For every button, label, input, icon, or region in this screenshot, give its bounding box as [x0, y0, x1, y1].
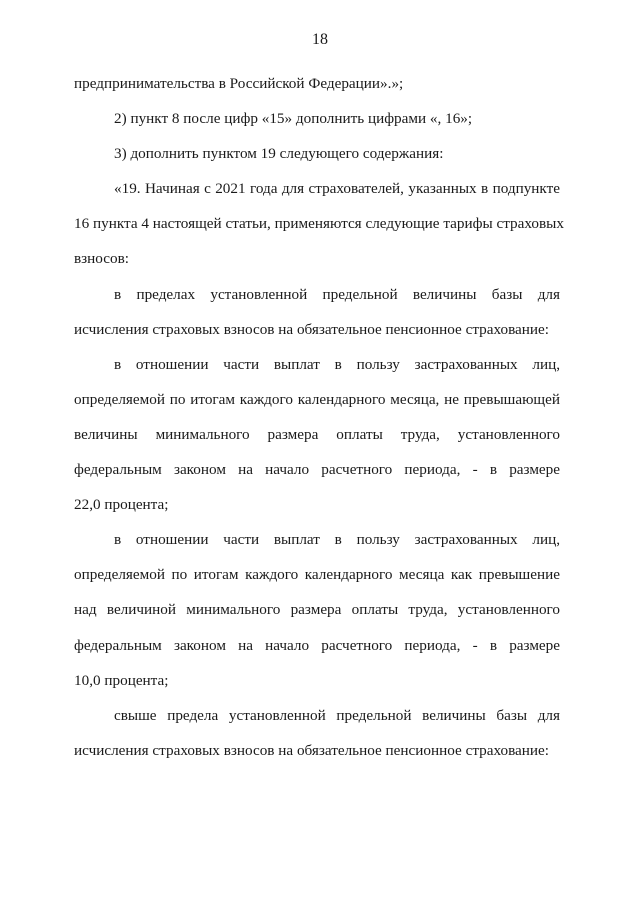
- paragraph-line: федеральным законом на начало расчетного периода, - в размере: [74, 461, 560, 479]
- paragraph-line: 16 пункта 4 настоящей статьи, применяются следующие тарифы страховых: [74, 215, 564, 233]
- paragraph: [74, 66, 560, 101]
- paragraph-line: определяемой по итогам каждого календарного месяца, не превышающей: [74, 390, 560, 408]
- paragraph-line: свыше предела установленной предельной величины базы для: [114, 706, 560, 724]
- paragraph-line: федеральным законом на начало расчетного периода, - в размере: [74, 636, 560, 654]
- paragraph-line: исчисления страховых взносов на обязательное пенсионное страхование:: [74, 320, 550, 338]
- paragraph-line: «19. Начиная с 2021 года для страхователей, указанных в подпункте: [114, 180, 560, 198]
- paragraph: [74, 277, 560, 347]
- paragraph-line: исчисления страховых взносов на обязательное пенсионное страхование:: [74, 741, 550, 759]
- document-body: [74, 66, 564, 768]
- paragraph-line: 2) пункт 8 после цифр «15» дополнить цифрами «, 16»;: [114, 110, 473, 128]
- paragraph-line: предпринимательства в Российской Федерации».»;: [74, 75, 404, 92]
- paragraph: [74, 136, 560, 171]
- paragraph: [74, 171, 564, 276]
- paragraph-line: 22,0 процента;: [74, 496, 169, 514]
- paragraph-line: в отношении части выплат в пользу застрахованных лиц,: [114, 355, 560, 373]
- paragraph-line: величины минимального размера оплаты труда, установленного: [74, 425, 560, 443]
- paragraph-line: определяемой по итогам каждого календарного месяца как превышение: [74, 566, 560, 584]
- paragraph-line: взносов:: [74, 250, 129, 268]
- paragraph: [74, 347, 560, 522]
- paragraph-line: над величиной минимального размера оплаты труда, установленного: [74, 601, 560, 619]
- paragraph: [74, 522, 560, 697]
- paragraph: [74, 698, 560, 768]
- paragraph-line: 10,0 процента;: [74, 671, 169, 689]
- page-number: 18: [312, 31, 328, 48]
- paragraph-line: 3) дополнить пунктом 19 следующего содержания:: [114, 145, 444, 163]
- paragraph-line: в пределах установленной предельной величины базы для: [114, 285, 560, 303]
- paragraph: [74, 101, 560, 136]
- paragraph-line: в отношении части выплат в пользу застрахованных лиц,: [114, 531, 560, 549]
